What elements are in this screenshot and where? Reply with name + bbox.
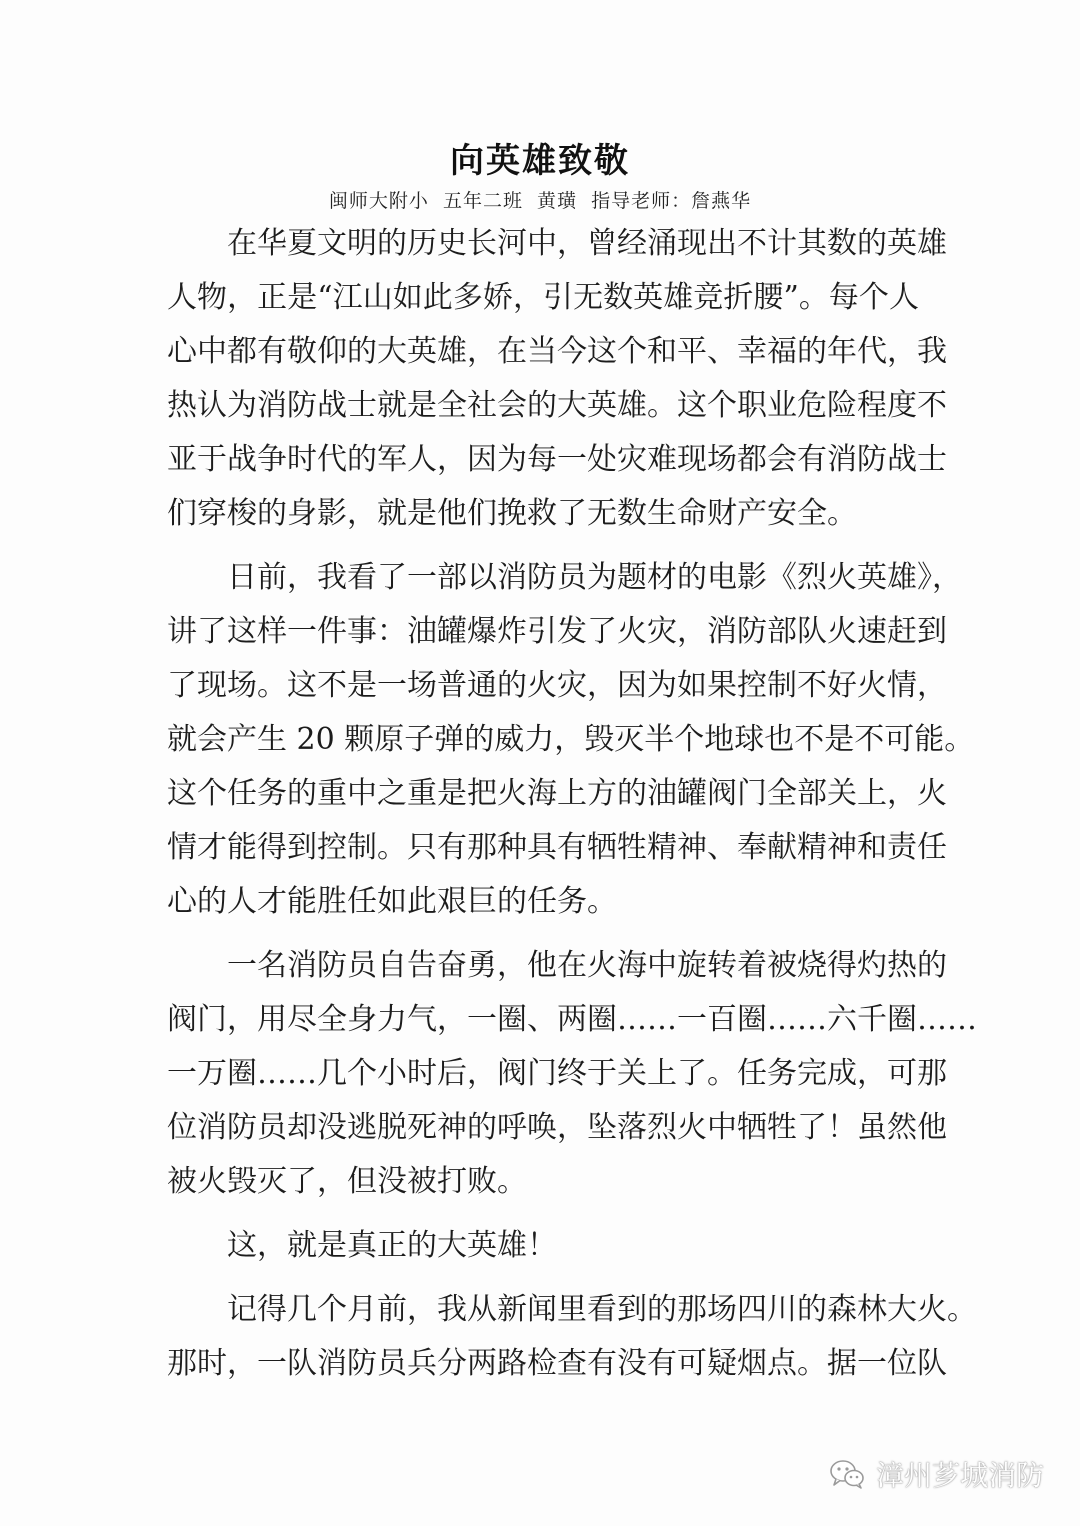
text-line: 情才能得到控制。只有那种具有牺牲精神、奉献精神和责任: [167, 830, 947, 865]
account-watermark: [828, 1454, 1044, 1494]
document-byline: 闽师大附小 五年二班 黄璜 指导老师：詹燕华: [328, 190, 752, 212]
text-line: 这，就是真正的大英雄！: [227, 1228, 557, 1263]
text-line: 心中都有敬仰的大英雄，在当今这个和平、幸福的年代，我: [167, 334, 947, 369]
text-line: 阀门，用尽全身力气，一圈、两圈……一百圈……六千圈……: [167, 1002, 977, 1037]
text-line: 了现场。这不是一场普通的火灾，因为如果控制不好火情，: [167, 668, 947, 703]
text-line: 们穿梭的身影，就是他们挽救了无数生命财产安全。: [167, 496, 857, 531]
document-title: 向英雄致敬: [450, 141, 630, 181]
text-line: 日前，我看了一部以消防员为题材的电影《烈火英雄》，: [227, 560, 962, 595]
text-line: 一名消防员自告奋勇，他在火海中旋转着被烧得灼热的: [227, 948, 947, 983]
text-line: 那时，一队消防员兵分两路检查有没有可疑烟点。据一位队: [167, 1346, 947, 1381]
text-line: 在华夏文明的历史长河中，曾经涌现出不计其数的英雄: [227, 226, 947, 261]
text-line: 心的人才能胜任如此艰巨的任务。: [167, 884, 617, 919]
text-line: 位消防员却没逃脱死神的呼唤，坠落烈火中牺牲了！虽然他: [167, 1110, 947, 1145]
text-line: 亚于战争时代的军人，因为每一处灾难现场都会有消防战士: [167, 442, 947, 477]
text-line: 记得几个月前，我从新闻里看到的那场四川的森林大火。: [227, 1292, 977, 1327]
wechat-icon: [828, 1458, 866, 1490]
text-line: 热认为消防战士就是全社会的大英雄。这个职业危险程度不: [167, 388, 947, 423]
text-line: 讲了这样一件事：油罐爆炸引发了火灾，消防部队火速赶到: [167, 614, 947, 649]
text-line: 一万圈……几个小时后，阀门终于关上了。任务完成，可那: [167, 1056, 947, 1091]
text-line: 人物，正是“江山如此多娇，引无数英雄竞折腰”。每个人: [167, 280, 919, 315]
text-line: 这个任务的重中之重是把火海上方的油罐阀门全部关上，火: [167, 776, 947, 811]
watermark-text: 漳州芗城消防: [875, 1459, 1044, 1492]
text-line: 就会产生 20 颗原子弹的威力，毁灭半个地球也不是不可能。: [167, 722, 975, 757]
text-line: 被火毁灭了，但没被打败。: [167, 1164, 527, 1199]
